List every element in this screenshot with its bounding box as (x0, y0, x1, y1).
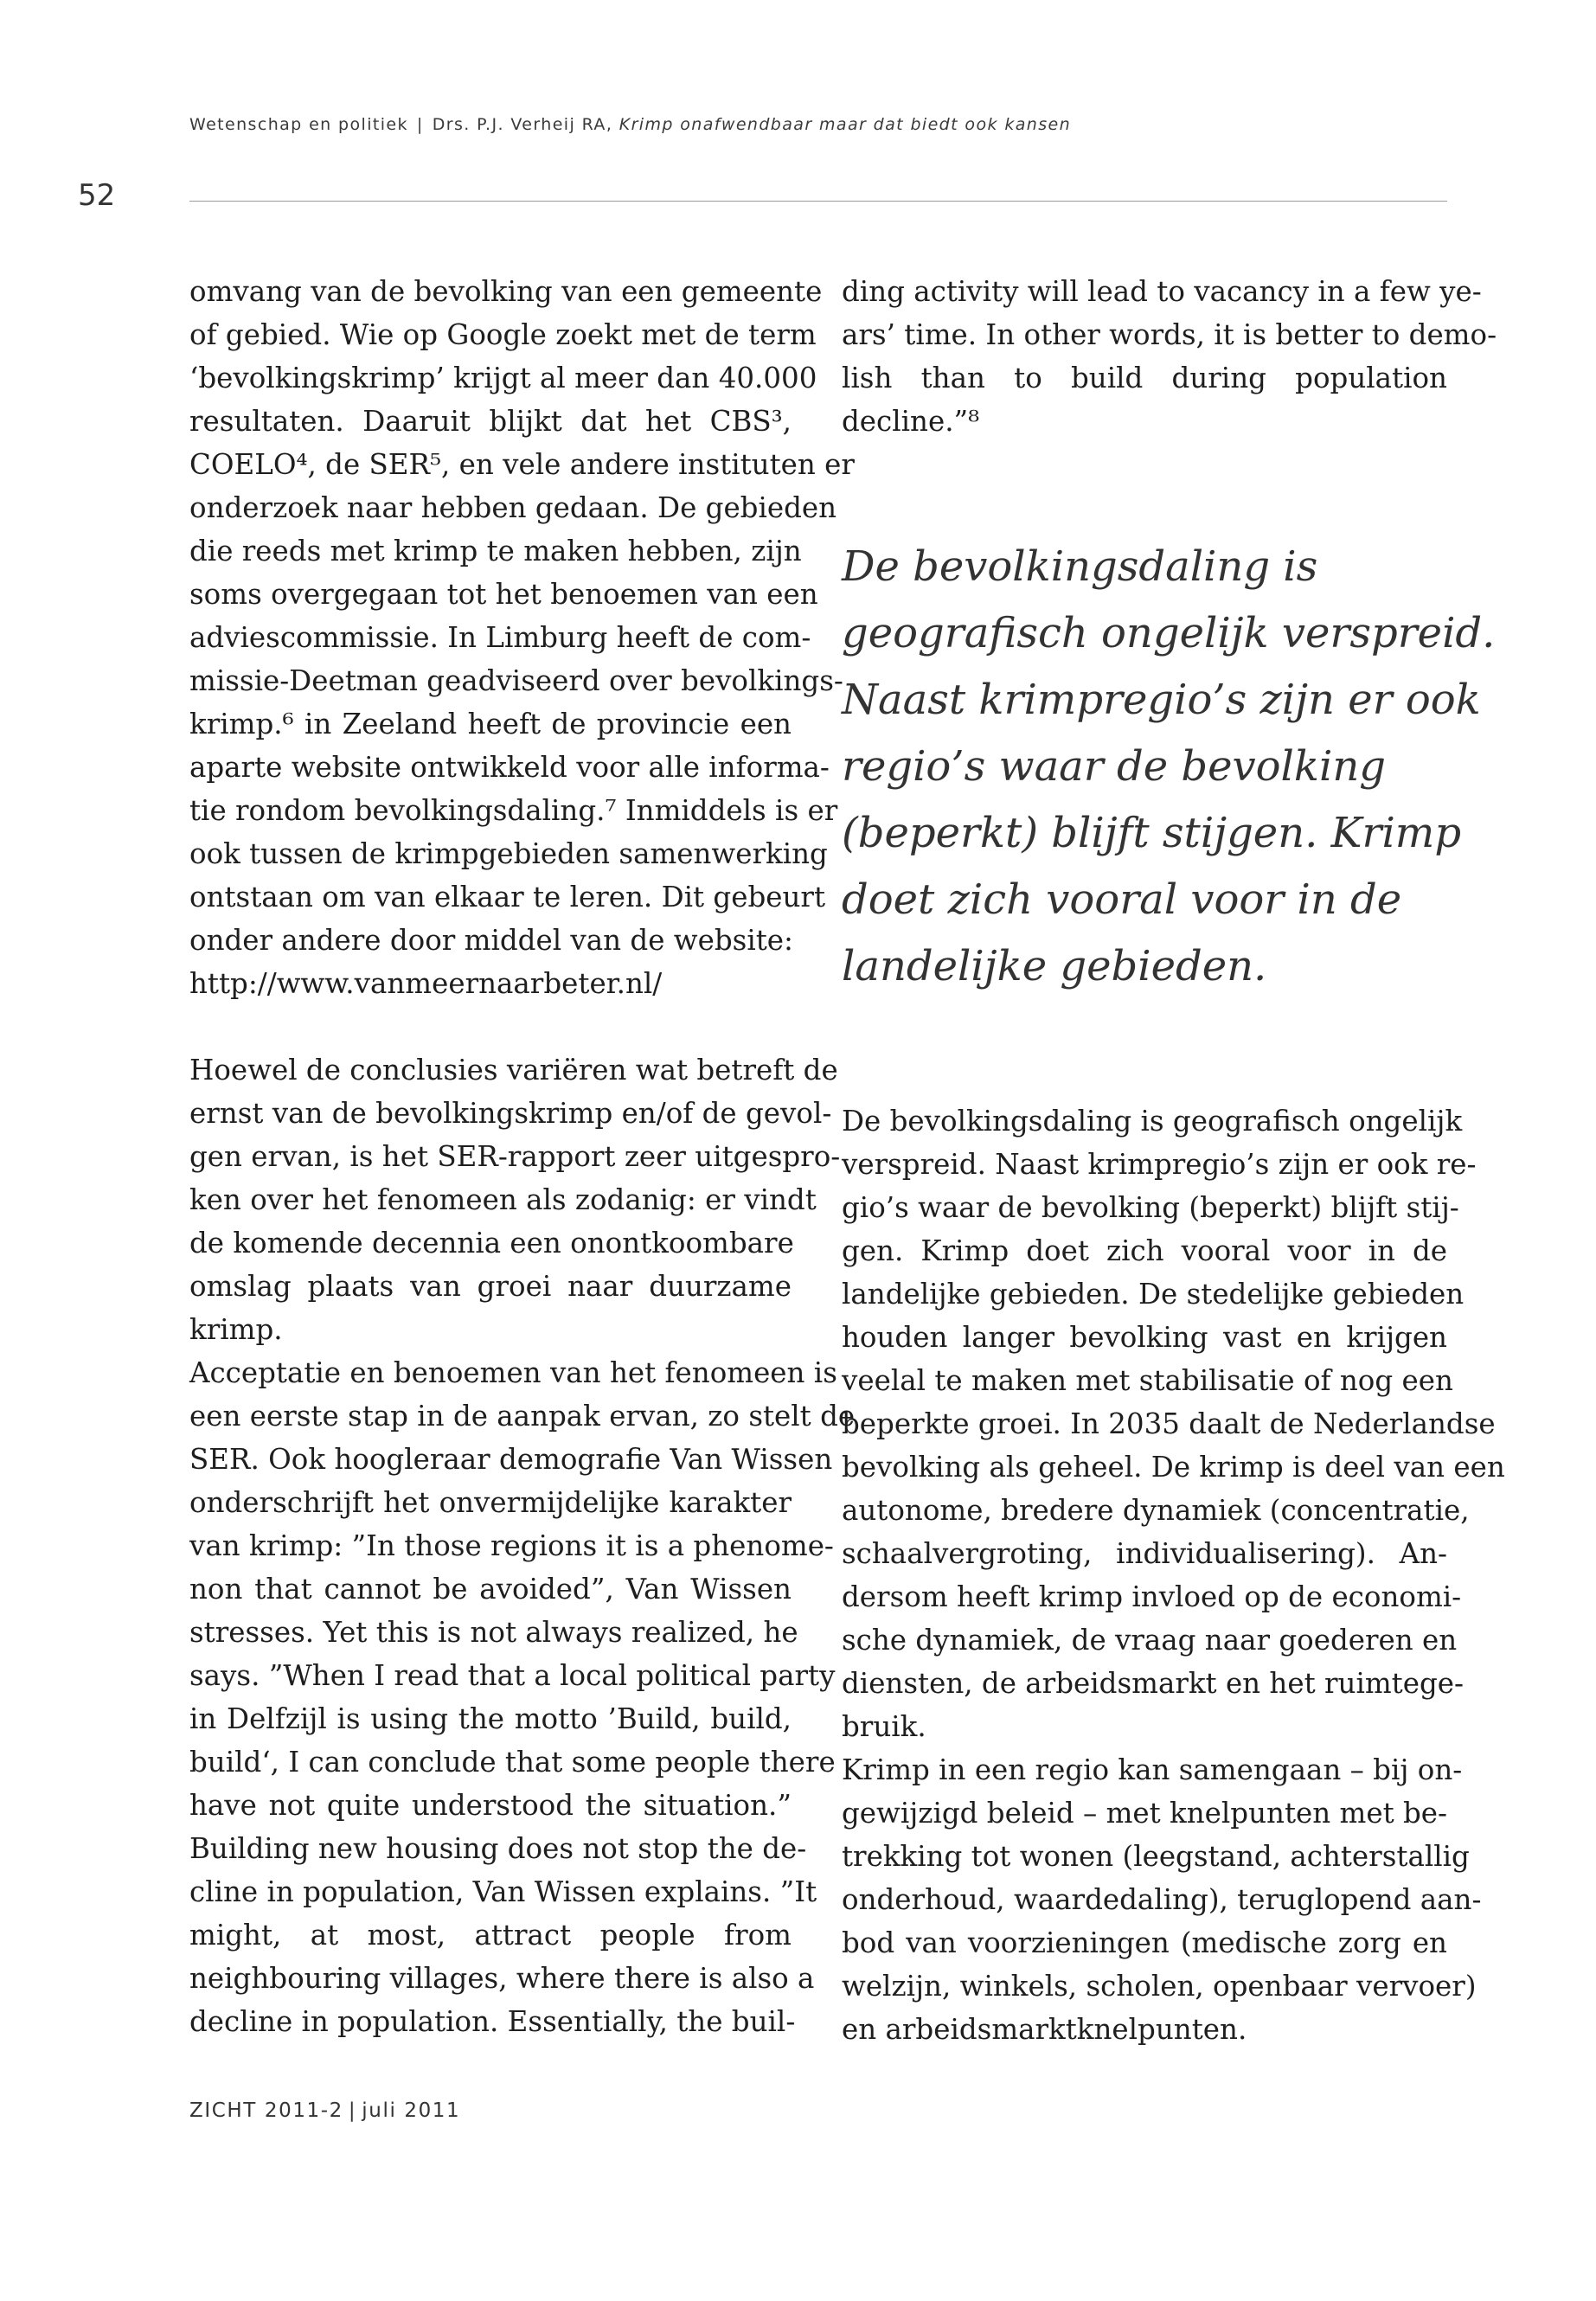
text-line: Hoewel de conclusies variëren wat betreft de (189, 1054, 838, 1086)
text-line: sche dynamiek, de vraag naar goederen en (842, 1624, 1458, 1657)
text-line: ook tussen de krimpgebieden samenwerking (189, 837, 828, 870)
text-line: verspreid. Naast krimpregio’s zijn er ook re- (842, 1148, 1477, 1181)
left-paragraph-2 (189, 1048, 841, 1351)
text-line: says. ”When I read that a local political party (189, 1659, 836, 1692)
text-line: soms overgegaan tot het benoemen van een (189, 578, 818, 611)
text-line: gen. Krimp doet zich vooral voor in de (842, 1234, 1447, 1267)
page-number: 52 (78, 178, 116, 213)
footer-journal: ZICHT 2011-2 (189, 2099, 343, 2122)
text-line: ars’ time. In other words, it is better to demo- (842, 318, 1497, 351)
header-article-title: Krimp onafwendbaar maar dat biedt ook kansen (619, 115, 1072, 134)
text-line: ernst van de bevolkingskrimp en/of de gevol- (189, 1097, 832, 1130)
text-line: build‘, I can conclude that some people there (189, 1746, 836, 1779)
text-line: gen ervan, is het SER-rapport zeer uitgespro- (189, 1140, 841, 1173)
text-line: De bevolkingsdaling is (842, 542, 1318, 591)
text-line: have not quite understood the situation.” (189, 1789, 792, 1822)
text-line: dersom heeft krimp invloed op de economi- (842, 1580, 1462, 1613)
text-line: ken over het fenomeen als zodanig: er vindt (189, 1183, 817, 1216)
text-line: adviescommissie. In Limburg heeft de com- (189, 621, 811, 654)
text-line: in Delfzijl is using the motto ’Build, build, (189, 1702, 792, 1735)
text-line: landelijke gebieden. (842, 942, 1267, 990)
pull-quote-text (842, 534, 1496, 1000)
text-line: lish than to build during population (842, 362, 1447, 394)
footer-separator: | (348, 2099, 357, 2122)
text-line: bevolking als geheel. De krimp is deel van een (842, 1451, 1505, 1484)
text-line: bruik. (842, 1710, 926, 1743)
text-line: cline in population, Van Wissen explains. ”It (189, 1875, 817, 1908)
right-paragraph-2 (842, 1099, 1505, 1748)
footer (189, 2099, 460, 2122)
text-line: resultaten. Daaruit blijkt dat het CBS³, (189, 405, 792, 438)
left-paragraph-3 (189, 1351, 856, 2043)
text-line: doet zich vooral voor in de (842, 875, 1402, 924)
text-line: trekking tot wonen (leegstand, achterstallig (842, 1840, 1470, 1873)
text-line: omvang van de bevolking van een gemeente (189, 275, 823, 308)
left-column (189, 270, 856, 2043)
text-line: gewijzigd beleid – met knelpunten met be- (842, 1797, 1447, 1830)
header-rule (189, 201, 1447, 202)
text-line: onderzoek naar hebben gedaan. De gebieden (189, 491, 837, 524)
text-line: ‘bevolkingskrimp’ krijgt al meer dan 40.000 (189, 362, 817, 394)
text-line: neighbouring villages, where there is also a (189, 1962, 815, 1995)
text-line: de komende decennia een onontkoombare (189, 1227, 794, 1259)
text-line: aparte website ontwikkeld voor alle informa- (189, 751, 830, 784)
text-line: welzijn, winkels, scholen, openbaar vervoer) (842, 1970, 1477, 2003)
text-line: autonome, bredere dynamiek (concentratie, (842, 1494, 1470, 1527)
text-line: Naast krimpregio’s zijn er ook (842, 676, 1481, 724)
text-line: omslag plaats van groei naar duurzame (189, 1270, 792, 1303)
text-line: http://www.vanmeernaarbeter.nl/ (189, 967, 663, 1000)
text-line: tie rondom bevolkingsdaling.⁷ Inmiddels is er (189, 794, 838, 827)
left-paragraph-1 (189, 270, 855, 1005)
text-line: decline in population. Essentially, the buil- (189, 2005, 796, 2038)
header-section: Wetenschap en politiek (189, 115, 408, 134)
text-line: of gebied. Wie op Google zoekt met de term (189, 318, 817, 351)
pull-quote (842, 534, 1496, 1000)
footer-date: juli 2011 (362, 2099, 461, 2122)
right-body (842, 1099, 1505, 2051)
right-column (842, 270, 1505, 2051)
text-line: onder andere door middel van de website: (189, 924, 793, 957)
text-line: regio’s waar de bevolking (842, 742, 1386, 791)
text-line: en arbeidsmarktknelpunten. (842, 2013, 1247, 2046)
text-line: van krimp: ”In those regions it is a phenome- (189, 1529, 834, 1562)
text-line: ding activity will lead to vacancy in a few ye- (842, 275, 1482, 308)
text-line: missie-Deetman geadviseerd over bevolkings- (189, 664, 843, 697)
text-line: veelal te maken met stabilisatie of nog een (842, 1364, 1453, 1397)
text-line: bod van voorzieningen (medische zorg en (842, 1926, 1447, 1959)
text-line: houden langer bevolking vast en krijgen (842, 1321, 1447, 1354)
text-line: een eerste stap in de aanpak ervan, zo stelt de (189, 1400, 856, 1433)
text-line: non that cannot be avoided”, Van Wissen (189, 1573, 792, 1606)
text-line: Acceptatie en benoemen van het fenomeen is (189, 1356, 837, 1389)
paragraph-gap (189, 1005, 792, 1048)
text-line: krimp. (189, 1313, 283, 1346)
right-paragraph-3 (842, 1748, 1482, 2051)
text-line: onderschrijft het onvermijdelijke karakter (189, 1486, 792, 1519)
text-line: onderhoud, waardedaling), teruglopend aan- (842, 1883, 1482, 1916)
text-line: gio’s waar de bevolking (beperkt) blijft stij- (842, 1191, 1459, 1224)
text-line: diensten, de arbeidsmarkt en het ruimtege- (842, 1667, 1464, 1700)
text-line: De bevolkingsdaling is geografisch ongelijk (842, 1105, 1463, 1138)
text-line: SER. Ook hoogleraar demografie Van Wissen (189, 1443, 833, 1476)
text-line: geografisch ongelijk verspreid. (842, 609, 1496, 657)
text-line: stresses. Yet this is not always realized, he (189, 1616, 798, 1649)
text-line: ontstaan om van elkaar te leren. Dit gebeurt (189, 881, 826, 913)
text-line: Krimp in een regio kan samengaan – bij on- (842, 1753, 1463, 1786)
text-line: might, at most, attract people from (189, 1919, 792, 1952)
text-line: Building new housing does not stop the de- (189, 1832, 807, 1865)
text-line: die reeds met krimp te maken hebben, zijn (189, 535, 802, 567)
text-line: landelijke gebieden. De stedelijke gebieden (842, 1278, 1465, 1311)
header-author: Drs. P.J. Verheij RA, (432, 115, 613, 134)
right-paragraph-1 (842, 270, 1497, 443)
text-line: (beperkt) blijft stijgen. Krimp (842, 809, 1462, 857)
text-line: COELO⁴, de SER⁵, en vele andere instituten er (189, 448, 855, 481)
running-head (189, 115, 1071, 134)
text-line: schaalvergroting, individualisering). An- (842, 1537, 1447, 1570)
text-line: krimp.⁶ in Zeeland heeft de provincie een (189, 708, 792, 740)
header-separator: | (416, 115, 424, 134)
text-line: decline.”⁸ (842, 405, 980, 438)
text-line: beperkte groei. In 2035 daalt de Nederlandse (842, 1407, 1496, 1440)
